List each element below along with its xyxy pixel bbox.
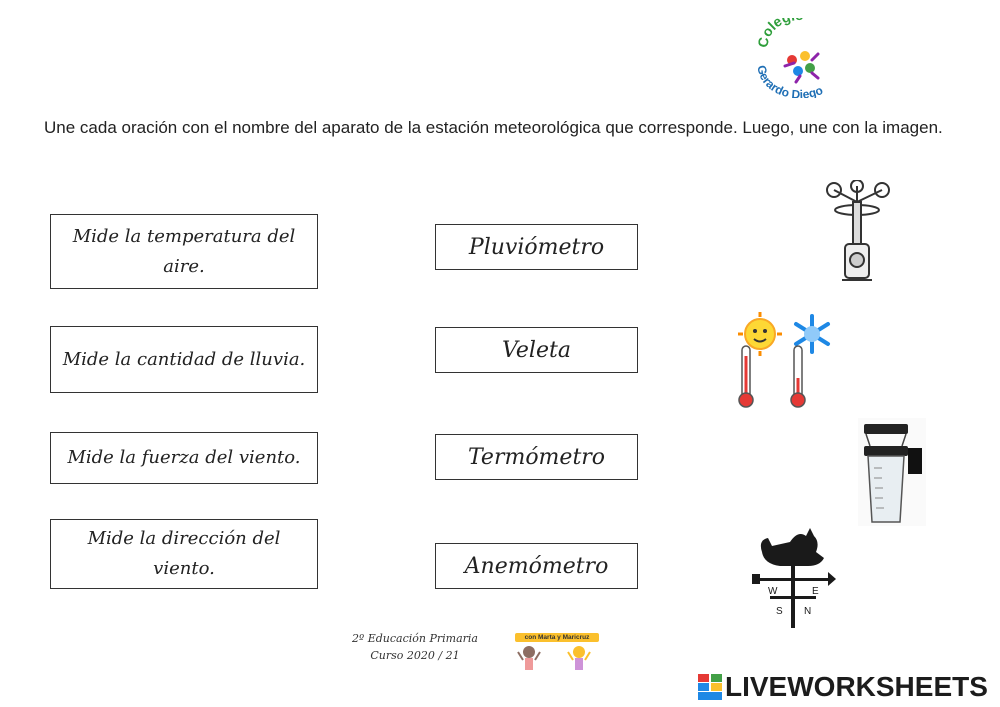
teacher-characters-icon	[515, 642, 605, 673]
device-box-3[interactable]: Termómetro	[435, 434, 638, 480]
thermometers-image[interactable]	[734, 312, 838, 410]
instruction-text: Une cada oración con el nombre del aparato de la estación meteorológica que corresponde. Luego, une con la imagen.	[44, 118, 943, 137]
rain-gauge-icon	[858, 418, 926, 526]
school-logo-graphic	[750, 18, 850, 98]
sentence-box-1[interactable]: Mide la temperatura del aire.	[50, 214, 318, 289]
anemometer-image[interactable]	[812, 180, 902, 288]
sentence-box-4[interactable]: Mide la dirección del viento.	[50, 519, 318, 589]
device-box-1[interactable]: Pluviómetro	[435, 224, 638, 270]
logo-line1: Cole	[754, 18, 785, 49]
device-box-4[interactable]: Anemómetro	[435, 543, 638, 589]
footer-info	[340, 630, 490, 664]
svg-text:W: W	[768, 586, 778, 597]
footer-grade: 2º Educación Primaria	[352, 632, 478, 645]
weather-vane-icon	[750, 522, 836, 630]
svg-text:N: N	[804, 606, 812, 617]
rain-gauge-image[interactable]	[858, 418, 926, 526]
sentence-box-3[interactable]: Mide la fuerza del viento.	[50, 432, 318, 484]
sentence-box-2[interactable]: Mide la cantidad de lluvia.	[50, 326, 318, 393]
thermometers-icon	[734, 312, 838, 410]
footer-school-year: Curso 2020 / 21	[370, 649, 460, 662]
logo-line2: Gerardo Diego	[754, 64, 825, 98]
weather-vane-image[interactable]	[750, 522, 836, 630]
liveworksheets-brand[interactable]	[698, 671, 988, 703]
svg-text:S: S	[776, 606, 783, 617]
liveworksheets-wordmark: LIVEWORKSHEETS	[725, 671, 988, 702]
anemometer-icon	[812, 180, 902, 288]
school-logo	[750, 18, 850, 98]
footer-badge	[515, 633, 605, 673]
liveworksheets-logo-icon	[698, 674, 722, 700]
device-box-2[interactable]: Veleta	[435, 327, 638, 373]
svg-text:Colegio	[755, 18, 804, 48]
svg-text:E: E	[812, 586, 819, 597]
footer-badge-label: con Marta y Maricruz	[515, 633, 599, 642]
